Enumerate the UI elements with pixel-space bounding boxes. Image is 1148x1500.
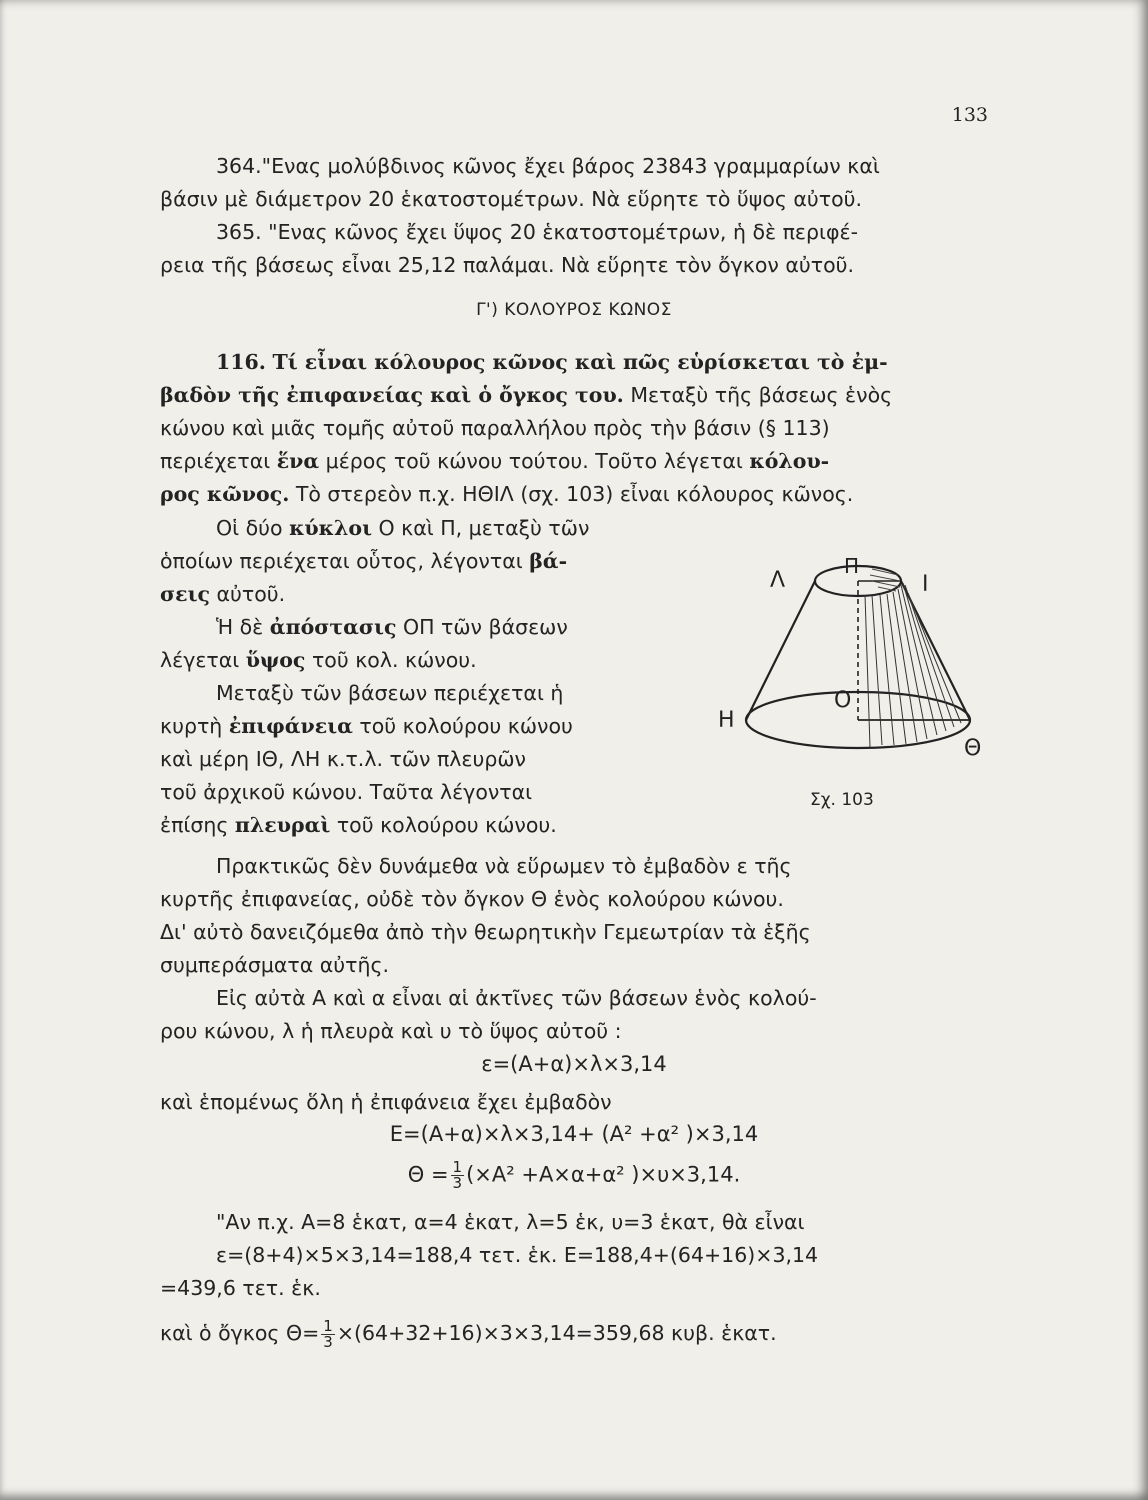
term-distance: ἀπόστασις	[269, 615, 397, 639]
practical-line1: Πρακτικῶς δὲν δυνάμεθα νὰ εὕρωμεν τὸ ἐμβαδὸν ε τῆς	[216, 854, 792, 878]
term-bases: βά-	[529, 549, 568, 573]
example-line3: =439,6 τετ. ἑκ.	[160, 1276, 321, 1300]
example-block	[160, 1206, 1002, 1350]
problem-364-line2: βάσιν μὲ διάμετρον 20 ἑκατοστομέτρων. Νὰ εὕρητε τὸ ὕψος αὐτοῦ.	[160, 187, 863, 211]
practical-line2: κυρτῆς ἐπιφανείας, οὐδὲ τὸν ὄγκον Θ ἑνὸς κολούρου κώνου.	[160, 887, 784, 911]
def-surface-line2	[160, 710, 700, 743]
definitions-column	[160, 512, 700, 842]
label-P: Π	[844, 554, 860, 578]
paragraph-116-line1	[160, 346, 1002, 379]
term-height: ὕψος	[245, 648, 306, 672]
example-line1: "Αν π.χ. Α=8 ἑκατ, α=4 ἑκατ, λ=5 ἑκ, υ=3 ἑκατ, θὰ εἶναι	[216, 1210, 805, 1234]
text-fragment: Ο καὶ Π, μεταξὺ τῶν	[371, 516, 590, 540]
term-sides: πλευραὶ	[234, 813, 331, 837]
conclusion-line1: Εἰς αὐτὰ Α καὶ α εἶναι αἱ ἀκτῖνες τῶν βάσεων ἑνὸς κολού-	[216, 986, 817, 1010]
text-fragment: Οἱ δύο	[216, 516, 290, 540]
example-volume-rhs: ×(64+32+16)×3×3,14=359,68 κυβ. ἑκατ.	[336, 1321, 777, 1345]
fraction-denominator: 3	[452, 1174, 463, 1192]
label-O: Ο	[834, 688, 852, 713]
fraction-numerator: 1	[452, 1158, 463, 1176]
fraction-numerator: 1	[323, 1316, 333, 1335]
text-fragment: κυρτὴ	[160, 714, 229, 738]
page-number: 133	[951, 104, 988, 126]
term-bases-cont: σεις	[160, 582, 210, 606]
emphasis: ἕνα	[276, 449, 320, 473]
paragraph-116-line5	[160, 478, 1002, 511]
section-title: Γ') ΚΟΛΟΥΡΟΣ ΚΩΝΟΣ	[476, 300, 672, 320]
problems-block	[160, 150, 1002, 282]
def-surface-line4: τοῦ ἀρχικοῦ κώνου. Ταῦτα λέγονται	[160, 780, 533, 804]
def-surface-line5	[160, 809, 700, 842]
text-fragment: τοῦ κολ. κώνου.	[305, 648, 477, 672]
label-H: Η	[718, 708, 735, 733]
def-bases-line1	[160, 512, 700, 545]
side-shading	[865, 583, 961, 747]
problem-365-line1: 365. "Ενας κῶνος ἔχει ὕψος 20 ἑκατοστομέτρων, ἡ δὲ περιφέ-	[216, 220, 858, 244]
label-TH: Θ	[964, 736, 982, 761]
figure-caption: Σχ. 103	[810, 790, 874, 810]
example-volume-lhs: καὶ ὁ ὄγκος Θ=	[160, 1321, 320, 1345]
formula-between-text-block	[160, 1086, 1002, 1119]
term-frustum-cont: ρος κῶνος.	[160, 482, 290, 506]
example-line2: ε=(8+4)×5×3,14=188,4 τετ. ἑκ. Ε=188,4+(64+16)×3,14	[216, 1243, 819, 1267]
example-line4	[160, 1317, 1002, 1350]
paragraph-116-line4	[160, 445, 1002, 478]
text-fragment: αὐτοῦ.	[209, 582, 286, 606]
paragraph-116	[160, 346, 1002, 511]
text-fragment: περιέχεται	[160, 449, 277, 473]
formula-volume	[0, 1160, 1148, 1191]
paragraph-116-line3: κώνου καὶ μιᾶς τομῆς αὐτοῦ παραλλήλου πρὸς τὴν βάσιν (§ 113)	[160, 416, 830, 440]
conclusion-line2: ρου κώνου, λ ἡ πλευρὰ καὶ υ τὸ ὕψος αὐτοῦ :	[160, 1019, 622, 1043]
def-bases-line3	[160, 578, 700, 611]
def-bases-line2	[160, 545, 700, 578]
text-fragment: ΟΠ τῶν βάσεων	[396, 615, 568, 639]
text-fragment: λέγεται	[160, 648, 246, 672]
paragraph-question-cont: βαδὸν τῆς ἐπιφανείας καὶ ὁ ὄγκος του.	[160, 383, 624, 407]
formula-between-text: καὶ ἑπομένως ὅλη ἡ ἐπιφάνεια ἔχει ἐμβαδὸν	[160, 1090, 612, 1114]
paragraph-question: Τί εἶναι κόλουρος κῶνος καὶ πῶς εὑρίσκεται τὸ ἐμ-	[272, 350, 888, 374]
text-fragment: Ἡ δὲ	[216, 615, 270, 639]
text-fragment: Τὸ στερεὸν π.χ. ΗΘΙΛ (σχ. 103) εἶναι κόλουρος κῶνος.	[289, 482, 854, 506]
problem-365-line2: ρεια τῆς βάσεως εἶναι 25,12 παλάμαι. Νὰ εὕρητε τὸν ὄγκον αὐτοῦ.	[160, 253, 854, 277]
def-surface-line1: Μεταξὺ τῶν βάσεων περιέχεται ἡ	[216, 681, 564, 705]
text-fragment: τοῦ κολούρου κώνου.	[330, 813, 557, 837]
term-surface: ἐπιφάνεια	[228, 714, 353, 738]
formula-volume-lhs: Θ =	[407, 1162, 449, 1187]
practical-paragraph	[160, 850, 1002, 1048]
text-fragment: ἐπίσης	[160, 813, 235, 837]
practical-line4: συμπεράσματα αὐτῆς.	[160, 953, 390, 977]
text-fragment: τοῦ κολούρου κώνου	[352, 714, 573, 738]
paragraph-116-line2	[160, 379, 1002, 412]
paragraph-number: 116.	[216, 350, 266, 374]
fraction-one-third	[451, 1160, 465, 1191]
fraction-one-third-example	[321, 1316, 335, 1351]
def-height-line2	[160, 644, 700, 677]
label-I: Ι	[922, 572, 929, 597]
fraction-denominator: 3	[323, 1332, 333, 1351]
term-frustum: κόλου-	[749, 449, 830, 473]
text-fragment: ὁποίων περιέχεται οὗτος, λέγονται	[160, 549, 530, 573]
def-surface-line3: καὶ μέρη ΙΘ, ΛΗ κ.τ.λ. τῶν πλευρῶν	[160, 747, 527, 771]
problem-364-line1: 364."Ενας μολύβδινος κῶνος ἔχει βάρος 23843 γραμμαρίων καὶ	[216, 154, 880, 178]
label-L: Λ	[770, 568, 786, 593]
formula-lateral-area: ε=(Α+α)×λ×3,14	[481, 1052, 667, 1076]
term-circles: κύκλοι	[289, 516, 372, 540]
practical-line3: Δι' αὐτὸ δανειζόμεθα ἀπὸ τὴν θεωρητικὴν Γεμεωτρίαν τὰ ἑξῆς	[160, 920, 811, 944]
formula-total-area: Ε=(Α+α)×λ×3,14+ (Α² +α² )×3,14	[389, 1122, 759, 1146]
paragraph-text-start: Μεταξὺ τῆς βάσεως ἑνὸς	[623, 383, 893, 407]
def-height-line1	[160, 611, 700, 644]
text-fragment: μέρος τοῦ κώνου τούτου. Τοῦτο λέγεται	[319, 449, 750, 473]
formula-volume-rhs: (×Α² +Α×α+α² )×υ×3,14.	[466, 1162, 741, 1187]
